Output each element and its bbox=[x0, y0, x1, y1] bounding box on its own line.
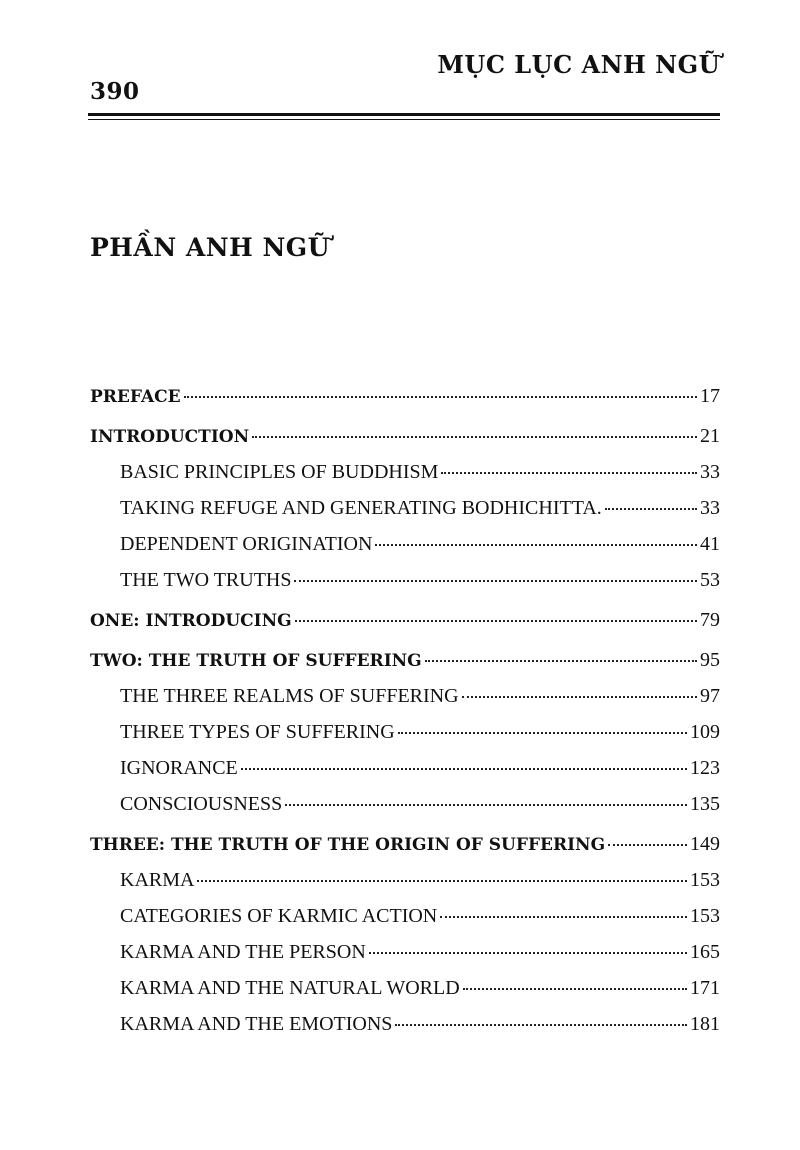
toc-dot-leader bbox=[605, 508, 697, 510]
table-of-contents bbox=[90, 378, 720, 1042]
toc-entry-title: THE THREE REALMS OF SUFFERING bbox=[120, 685, 459, 707]
toc-dot-leader bbox=[241, 768, 687, 770]
toc-dot-leader bbox=[462, 696, 697, 698]
toc-entry bbox=[90, 898, 720, 934]
toc-entry-title: BASIC PRINCIPLES OF BUDDHISM bbox=[120, 461, 439, 483]
toc-dot-leader bbox=[197, 880, 687, 882]
toc-entry-title: IGNORANCE bbox=[120, 757, 238, 779]
toc-entry-title: KARMA AND THE PERSON bbox=[120, 941, 366, 963]
toc-entry bbox=[90, 602, 720, 638]
toc-dot-leader bbox=[608, 844, 687, 846]
toc-entry bbox=[90, 826, 720, 862]
toc-entry-title: ONE: INTRODUCING bbox=[90, 611, 292, 631]
toc-entry-title: DEPENDENT ORIGINATION bbox=[120, 533, 373, 555]
toc-entry-page: 17 bbox=[700, 385, 720, 407]
toc-dot-leader bbox=[441, 472, 697, 474]
toc-entry bbox=[90, 378, 720, 414]
toc-entry bbox=[90, 750, 720, 786]
toc-entry-page: 181 bbox=[690, 1013, 720, 1035]
toc-entry-title: KARMA AND THE NATURAL WORLD bbox=[120, 977, 460, 999]
toc-entry-title: CONSCIOUSNESS bbox=[120, 793, 283, 815]
toc-entry-title: THE TWO TRUTHS bbox=[120, 569, 292, 591]
toc-entry-page: 33 bbox=[700, 461, 720, 483]
toc-dot-leader bbox=[294, 580, 697, 582]
toc-entry-title: KARMA bbox=[120, 869, 195, 891]
toc-entry bbox=[90, 934, 720, 970]
toc-entry-page: 123 bbox=[690, 757, 720, 779]
toc-entry-title: KARMA AND THE EMOTIONS bbox=[120, 1013, 393, 1035]
toc-entry-page: 53 bbox=[700, 569, 720, 591]
toc-entry-page: 97 bbox=[700, 685, 720, 707]
toc-dot-leader bbox=[440, 916, 687, 918]
toc-entry bbox=[90, 562, 720, 598]
toc-dot-leader bbox=[375, 544, 697, 546]
toc-entry-title: CATEGORIES OF KARMIC ACTION bbox=[120, 905, 438, 927]
toc-dot-leader bbox=[425, 660, 697, 662]
toc-dot-leader bbox=[184, 396, 697, 398]
toc-dot-leader bbox=[369, 952, 687, 954]
toc-dot-leader bbox=[463, 988, 687, 990]
toc-dot-leader bbox=[295, 620, 697, 622]
toc-entry-title: TWO: THE TRUTH OF SUFFERING bbox=[90, 651, 422, 671]
toc-entry-title: TAKING REFUGE AND GENERATING BODHICHITTA. bbox=[120, 497, 602, 519]
toc-entry-title: THREE TYPES OF SUFFERING bbox=[120, 721, 395, 743]
toc-entry bbox=[90, 454, 720, 490]
toc-entry bbox=[90, 418, 720, 454]
toc-entry-page: 109 bbox=[690, 721, 720, 743]
part-title: PHẦN ANH NGỮ bbox=[90, 233, 330, 262]
toc-entry-page: 153 bbox=[690, 905, 720, 927]
toc-entry bbox=[90, 714, 720, 750]
toc-dot-leader bbox=[398, 732, 687, 734]
header-rule-thick bbox=[88, 113, 720, 116]
toc-entry-title: THREE: THE TRUTH OF THE ORIGIN OF SUFFERING bbox=[90, 835, 606, 855]
toc-entry-title: PREFACE bbox=[90, 387, 181, 407]
page-number: 390 bbox=[90, 78, 140, 105]
toc-entry-page: 21 bbox=[700, 425, 720, 447]
toc-entry bbox=[90, 526, 720, 562]
toc-entry bbox=[90, 786, 720, 822]
toc-dot-leader bbox=[285, 804, 687, 806]
toc-entry bbox=[90, 1006, 720, 1042]
toc-entry-page: 171 bbox=[690, 977, 720, 999]
toc-entry bbox=[90, 642, 720, 678]
toc-dot-leader bbox=[252, 436, 697, 438]
toc-entry-page: 33 bbox=[700, 497, 720, 519]
toc-entry bbox=[90, 678, 720, 714]
toc-entry bbox=[90, 970, 720, 1006]
running-head: MỤC LỤC ANH NGỮ bbox=[437, 50, 720, 79]
toc-entry-page: 135 bbox=[690, 793, 720, 815]
toc-entry-page: 95 bbox=[700, 649, 720, 671]
header-rule-thin bbox=[88, 119, 720, 120]
toc-dot-leader bbox=[395, 1024, 687, 1026]
toc-entry-page: 79 bbox=[700, 609, 720, 631]
toc-entry-title: INTRODUCTION bbox=[90, 427, 250, 447]
toc-entry-page: 41 bbox=[700, 533, 720, 555]
toc-entry bbox=[90, 862, 720, 898]
toc-entry-page: 165 bbox=[690, 941, 720, 963]
toc-entry-page: 149 bbox=[690, 833, 720, 855]
toc-entry-page: 153 bbox=[690, 869, 720, 891]
toc-entry bbox=[90, 490, 720, 526]
